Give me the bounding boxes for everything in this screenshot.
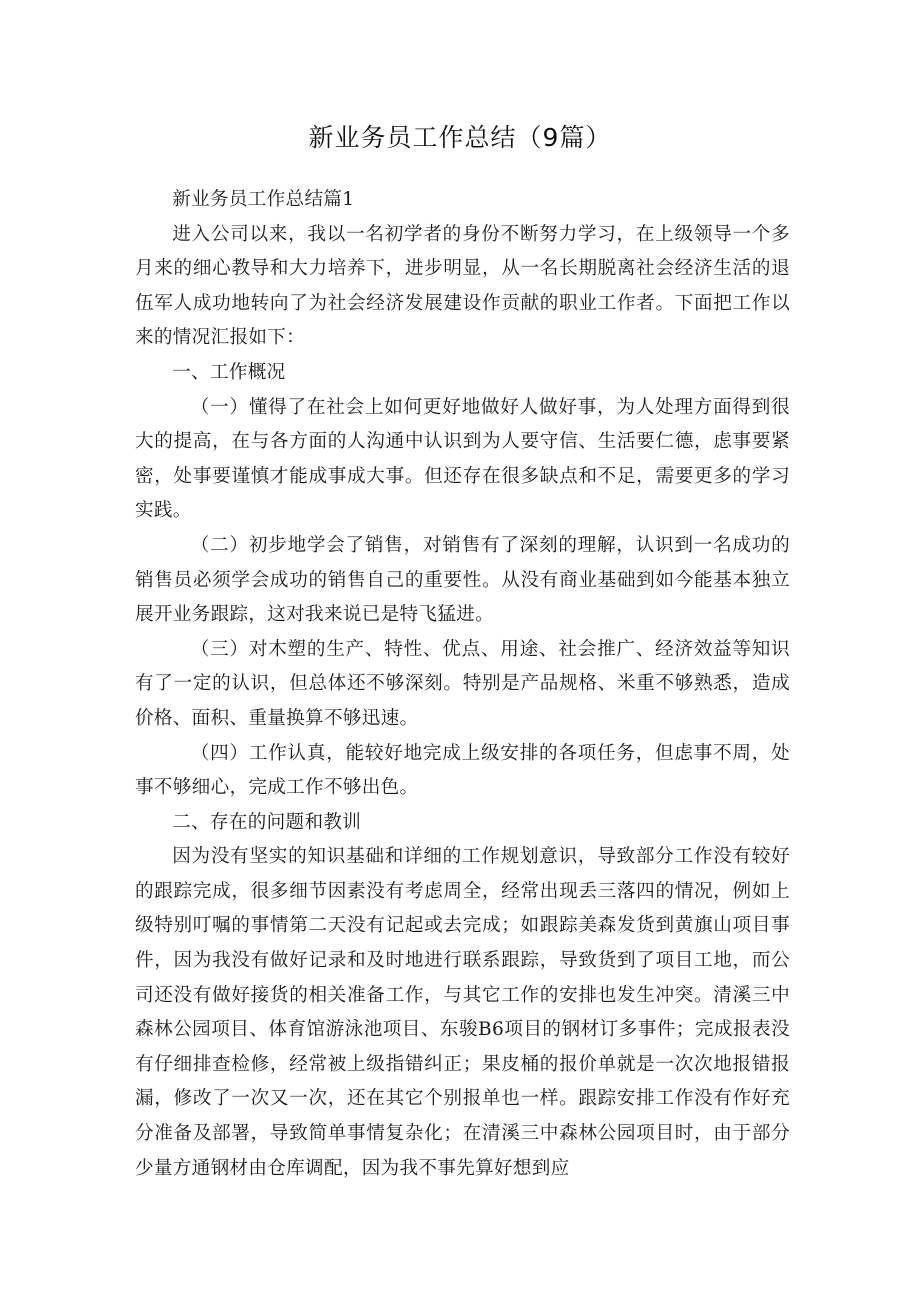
body-paragraph: 新业务员工作总结篇1 (172, 189, 355, 210)
body-paragraph: （二）初步地学会了销售，对销售有了深刻的理解，认识到一名成功的销售员必须学会成功的销售自己的重要性。从没有商业基础到如今能基本独立展开业务跟踪，这对我来说已是特飞猛进。 (135, 534, 790, 626)
body-paragraph: （四）工作认真，能较好地完成上级安排的各项任务，但虑事不周，处事不够细心，完成工作不够出色。 (135, 742, 790, 799)
document-body (135, 183, 790, 1186)
body-paragraph: 二、存在的问题和教训 (172, 811, 362, 833)
body-paragraph: （三）对木塑的生产、特性、优点、用途、社会推广、经济效益等知识有了一定的认识，但总体还不够深刻。特别是产品规格、米重不够熟悉，造成价格、面积、重量换算不够迅速。 (135, 638, 790, 729)
body-paragraph: 因为没有坚实的知识基础和详细的工作规划意识，导致部分工作没有较好的跟踪完成，很多细节因素没有考虑周全，经常出现丢三落四的情况，例如上级特别叮嘱的事情第二天没有记起或去完成；如跟踪美森发货到黄旗山项目事件，因为我没有做好记录和及时地进行联系跟踪，导致货到了项目工地，而公司还没有做好接货的相关准备工作，与其它工作的安排也发生冲突。清溪三中森林公园项目、体育馆游泳池项目、东骏B6项目的钢材订多事件；完成报表没有仔细排查检修，经常被上级指错纠正；果皮桶的报价单就是一次次地报错报漏，修改了一次又一次，还在其它个别报单也一样。跟踪安排工作没有作好充分准备及部署，导致简单事情复杂化；在清溪三中森林公园项目时，由于部分少量方通钢材由仓库调配，因为我不事先算好想到应 (135, 846, 790, 1179)
body-paragraph: （一）懂得了在社会上如何更好地做好人做好事，为人处理方面得到很大的提高，在与各方面的人沟通中认识到为人要守信、生活要仁德，虑事要紧密，处事要谨慎才能成事成大事。但还存在很多缺点和不足，需要更多的学习实践。 (135, 396, 790, 522)
document-title: 新业务员工作总结（9篇） (308, 123, 612, 152)
body-paragraph: 进入公司以来，我以一名初学者的身份不断努力学习，在上级领导一个多月来的细心教导和大力培养下，进步明显，从一名长期脱离社会经济生活的退伍军人成功地转向了为社会经济发展建设作贡献的职业工作者。下面把工作以来的情况汇报如下： (135, 223, 790, 349)
body-paragraph: 一、工作概况 (172, 361, 286, 383)
